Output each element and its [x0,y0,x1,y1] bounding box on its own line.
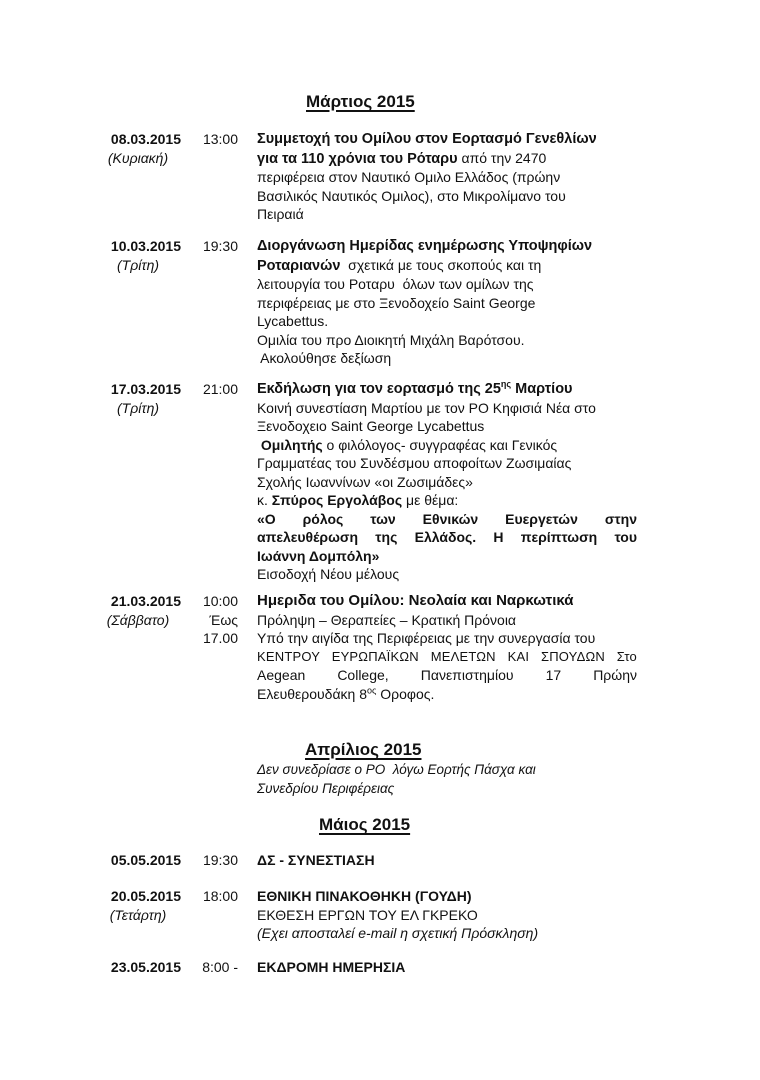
event-text: Οροφος. [376,685,435,702]
event-text: ΕΚΘΕΣΗ ΕΡΓΩΝ ΤΟΥ ΕΛ ΓΚΡΕΚΟ [257,906,478,923]
event-time-cell [186,237,238,256]
event-date-cell [85,380,181,417]
event-title: Ημεριδα του Ομίλου: Νεολαία και Ναρκωτικά [257,592,574,609]
event-title-cont: για τα 110 χρόνια του Ρόταρυ [257,150,458,167]
event-text: Εισοδοχή Νέου μέλους [257,566,400,582]
event-title: ΕΘΝΙΚΗ ΠΙΝΑΚΟΘΗΚΗ (ΓΟΥΔΗ) [257,888,472,904]
event-date-cell [85,887,181,924]
event-text: ΚΕΝΤΡΟΥ ΕΥΡΩΠΑΪΚΩΝ ΜΕΛΕΤΩΝ ΚΑΙ ΣΠΟΥΔΩΝ Στο [257,648,637,664]
event-time-cell [186,380,238,399]
event-text: Σχολής Ιωαννίνων «οι Ζωσιμάδες» [257,473,473,490]
topic-title: απελευθέρωση της Ελλάδος. Η περίπτωση του [257,529,637,545]
event-description [257,130,637,224]
event-date: 05.05.2015 [110,852,181,868]
event-text: περιφέρεια στον Ναυτικό Ομιλο Ελλάδος (πρώην [257,169,561,185]
event-description [257,887,637,943]
event-text: από την 2470 [457,149,547,166]
event-time-cell [186,851,238,870]
event-title: Συμμετοχή του Ομίλου στον Εορτασμό Γενεθλίων [257,131,597,147]
event-date: 10.03.2015 [110,238,181,254]
event-text: Ελευθερουδάκη 8 [257,685,368,702]
event-day: (Τρίτη) [116,256,159,273]
event-text: Βασιλικός Ναυτικός Ομιλος), στο Μικρολίμανο του [257,187,566,204]
event-text: Ακολούθησε δεξίωση [257,350,392,366]
event-time: 21:00 [202,381,238,397]
april-note [257,761,637,798]
event-text: με θέμα: [402,492,459,508]
event-time: 13:00 [202,131,238,147]
event-text: Ξενοδοχειο Saint George Lycabettus [257,418,485,434]
event-time-start: 10:00 [202,593,238,609]
event-text: Κοινή συνεστίαση Μαρτίου με τον ΡΟ Κηφισιά Νέα στο [257,399,596,416]
event-date-cell [85,237,181,274]
event-date-cell [85,851,181,870]
month-title-march: Μάρτιος 2015 [306,92,415,111]
month-title-april: Απρίλιος 2015 [305,740,422,759]
event-time: 19:30 [202,238,238,254]
event-description [257,958,637,977]
event-text: κ. [257,492,272,508]
event-text: Πειραιά [257,206,304,222]
event-text: λειτουργία του Ροταρυ όλων των ομίλων της [257,276,534,292]
event-time-cell [186,887,238,906]
event-description [257,380,637,584]
event-note: (Εχει αποσταλεί e-mail η σχετική Πρόσκληση) [257,925,539,941]
event-title: ΕΚΔΡΟΜΗ ΗΜΕΡΗΣΙΑ [257,959,406,975]
event-day: (Τρίτη) [116,399,159,416]
event-date: 17.03.2015 [110,381,181,397]
event-text: περιφέρειας με στο Ξενοδοχείο Saint George [257,294,536,311]
topic-title: «Ο ρόλος των Εθνικών Ευεργετών στην [257,510,637,527]
event-title [257,380,637,399]
event-time-end: 17.00 [202,630,238,646]
speaker-name: Σπύρος Εργολάβος [271,492,403,508]
event-text: Πρόληψη – Θεραπείες – Κρατική Πρόνοια [257,611,517,628]
event-day: (Σάββατο) [106,611,170,628]
topic-title: Ιωάννη Δομπόλη» [257,547,380,564]
event-text: Ομιλία του προ Διοικητή Μιχάλη Βαρότσου. [257,331,525,348]
event-title-text: Εκδήλωση για τον εορτασμό της 25 [257,381,501,397]
event-text: σχετικά με τους σκοπούς και τη [340,256,542,273]
superscript: ης [500,379,512,390]
event-text: Lycabettus. [257,313,329,329]
event-title: ΔΣ - ΣΥΝΕΣΤΙΑΣΗ [257,852,375,868]
event-date: 21.03.2015 [110,593,181,609]
event-time-cell [186,958,238,977]
event-date-cell [85,130,181,167]
event-date-cell [85,592,181,629]
event-time: 18:00 [202,888,238,904]
event-time-cell [186,130,238,149]
event-text: Υπό την αιγίδα της Περιφέρειας με την συνεργασία του [257,630,596,646]
event-description [257,592,637,703]
event-date-cell [85,958,181,977]
speaker-label: Ομιλητής [257,436,323,453]
note-text: Δεν συνεδρίασε ο ΡΟ λόγω Εορτής Πάσχα και [257,762,536,777]
event-day: (Κυριακή) [107,149,169,166]
event-title-text: Μαρτίου [511,381,573,397]
event-date: 08.03.2015 [110,131,181,147]
event-time-cell [186,592,238,648]
event-time: 19:30 [202,852,238,868]
event-description [257,851,637,870]
event-title: Διοργάνωση Ημερίδας ενημέρωσης Υποψηφίων [257,238,593,254]
month-title-may: Μάιος 2015 [319,815,411,834]
event-time-until: Έως [209,611,238,628]
event-date: 20.05.2015 [110,888,181,904]
event-title-cont: Ροταριανών [257,257,341,274]
note-text: Συνεδρίου Περιφέρειας [257,780,395,796]
superscript: ος [367,684,377,695]
event-description [257,237,637,368]
event-day: (Τετάρτη) [109,906,167,923]
event-date: 23.05.2015 [110,959,181,975]
event-time: 8:00 - [202,959,238,975]
event-text: ο φιλόλογος- συγγραφέας και Γενικός [322,436,558,453]
event-text: Aegean College, Πανεπιστημίου 17 Πρώην [257,667,637,683]
event-text: Γραμματέας του Συνδέσμου αποφοίτων Ζωσιμαίας [257,455,572,471]
